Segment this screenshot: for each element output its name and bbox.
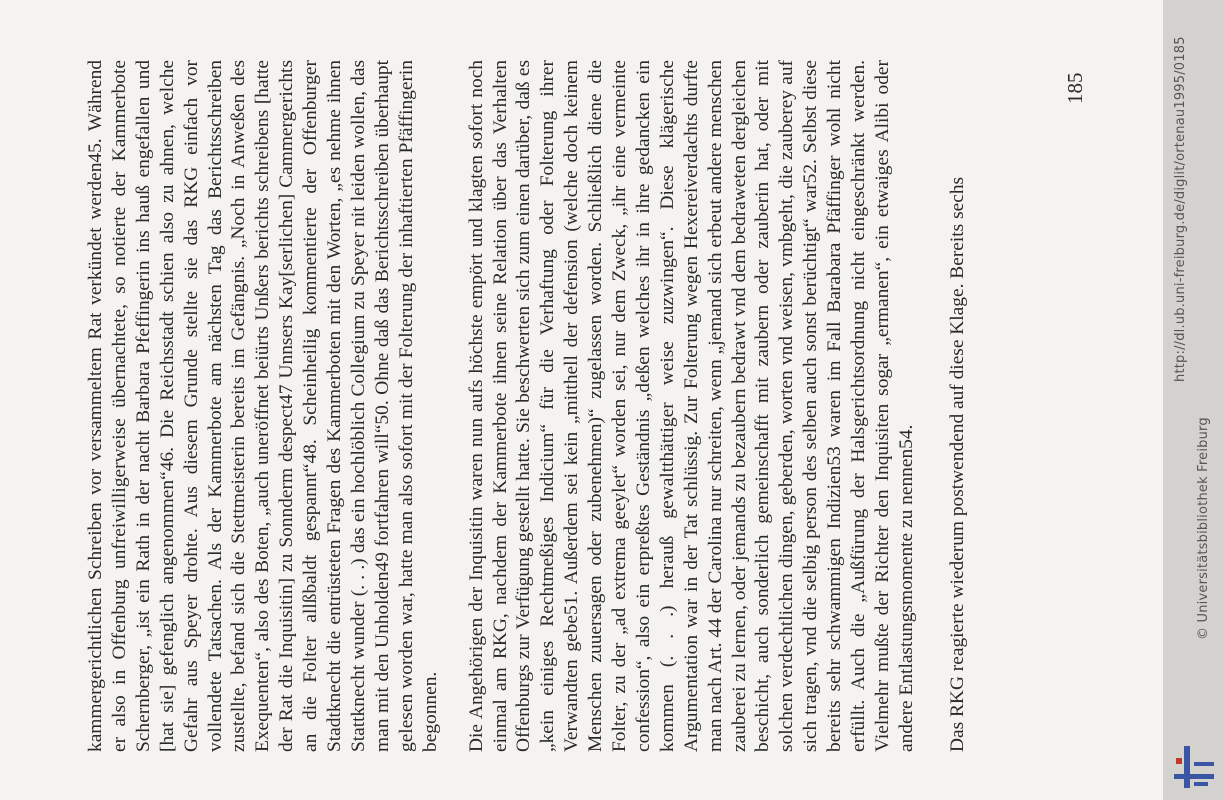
- copyright-notice: © Universitätsbibliothek Freiburg: [1196, 417, 1211, 640]
- library-logo-icon: [1172, 744, 1216, 790]
- paragraph-1: kammergerichtlichen Schreiben vor versammeltem Rat verkündet werden45. Während er also in Offenburg unfreiwilligerweise übernachtete, so notierte der Kammerbote Schernberger, „ist ein Rath in der nacht Barbara Pfeffingerin ins hauß engefallen und [hat sie] gefenglich angenommen“46. Die Reichsstadt schien also zu ahnen, welche Gefahr aus Speyer drohte. Aus diesem Grunde stellte sie das RKG einfach vor vollendete Tatsachen. Als der Kammerbote am nächsten Tag das Berichtsschreiben zustellte, befand sich die Stettmeisterin bereits im Gefängnis. „Noch in Anweßen des Exequenten“, also des Boten, „auch uneröffnet beiürts Unßers berichts schreibens [hatte der Rat die Inquisitin] zu Sonnderm despect47 Unnsers Kay[serlichen] Cammergerichts an die Folter allßbaldt gespannt“48. Scheinheilig kommentierte der Offenburger Stadtknecht die entrüsteten Fragen des Kammerboten mit den Worten, „es nehme ihnen Stattknecht wunder (. . .) das ein hochlöblich Collegium zu Speyer nit leiden wollen, das man mit den Unholden49 fortfahren will“50. Ohne daß das Berichtsschreiben überhaupt gelesen worden war, hatte man also sofort mit der Folterung der inhaftierten Pfäffingerin begonnen.: [85, 60, 441, 752]
- paragraph-3: Das RKG reagierte wiederum postwendend auf diese Klage. Bereits sechs: [946, 176, 968, 752]
- source-url[interactable]: http://dl.ub.uni-freiburg.de/diglit/ortenau1995/0185: [1173, 36, 1188, 382]
- side-strip: [1163, 0, 1223, 800]
- paragraph-2: Die Angehörigen der Inquisitin waren nun aufs höchste empört und klagten sofort noch einmal am RKG, nachdem der Kammerbote ihnen seine Relation über das Verhalten Offenburgs zur Verfügung gestellt hatte. Sie beschwerten sich zum einen darüber, daß es „kein einiges Rechtmeßiges Indicium“ für die Verhaftung oder Folterung ihrer Verwandten gebe51. Außerdem sei kein „mitthell der defension (welche doch keinem Menschen zuuersagen oder zubenehmen)“ zugelassen worden. Schließlich diene die Folter, zu der „ad extrema geeylet“ worden sei, nur dem Zweck, „ihr eine vermeinte confession“, also ein erpreßtes Geständnis „deßen welches ihr in ihre gedancken ein kommen (. . .) herauß gewaltthättiger weise zuzwingen“. Diese klägerische Argumentation war in der Tat schlüssig. Zur Folterung wegen Hexereiverdachts durfte man nach Art. 44 der Carolina nur schreiten, wenn „jemand sich erbeut andere menschen zauberei zu lernen, oder jemands zu bezaubern bedrawt vnd dem bedraweten dergleichen beschicht, auch sonderlich gemeinschafft mit zaubern oder zauberin hat, oder mit solchen verdechtlichen dingen, geberden, worten vnd weisen, vmbgeht, die zauberey auf sich tragen, vnd die selbig person des selben auch sonst berüchtigt“ war52. Selbst diese bereits sehr schwammigen Indizien53 waren im Fall Barabara Pfäffinger wohl nicht erfüllt. Auch die „Außfürung der Halsgerichtsordnung nicht eingeschränkt werden. Vielmehr mußte der Richter den Inquisiten sogar „ermanen“, ein etwaiges Alibi oder andere Entlastungsmomente zu nennen54.: [465, 60, 917, 752]
- page-number: 185: [1063, 72, 1087, 104]
- body-text: [84, 60, 970, 752]
